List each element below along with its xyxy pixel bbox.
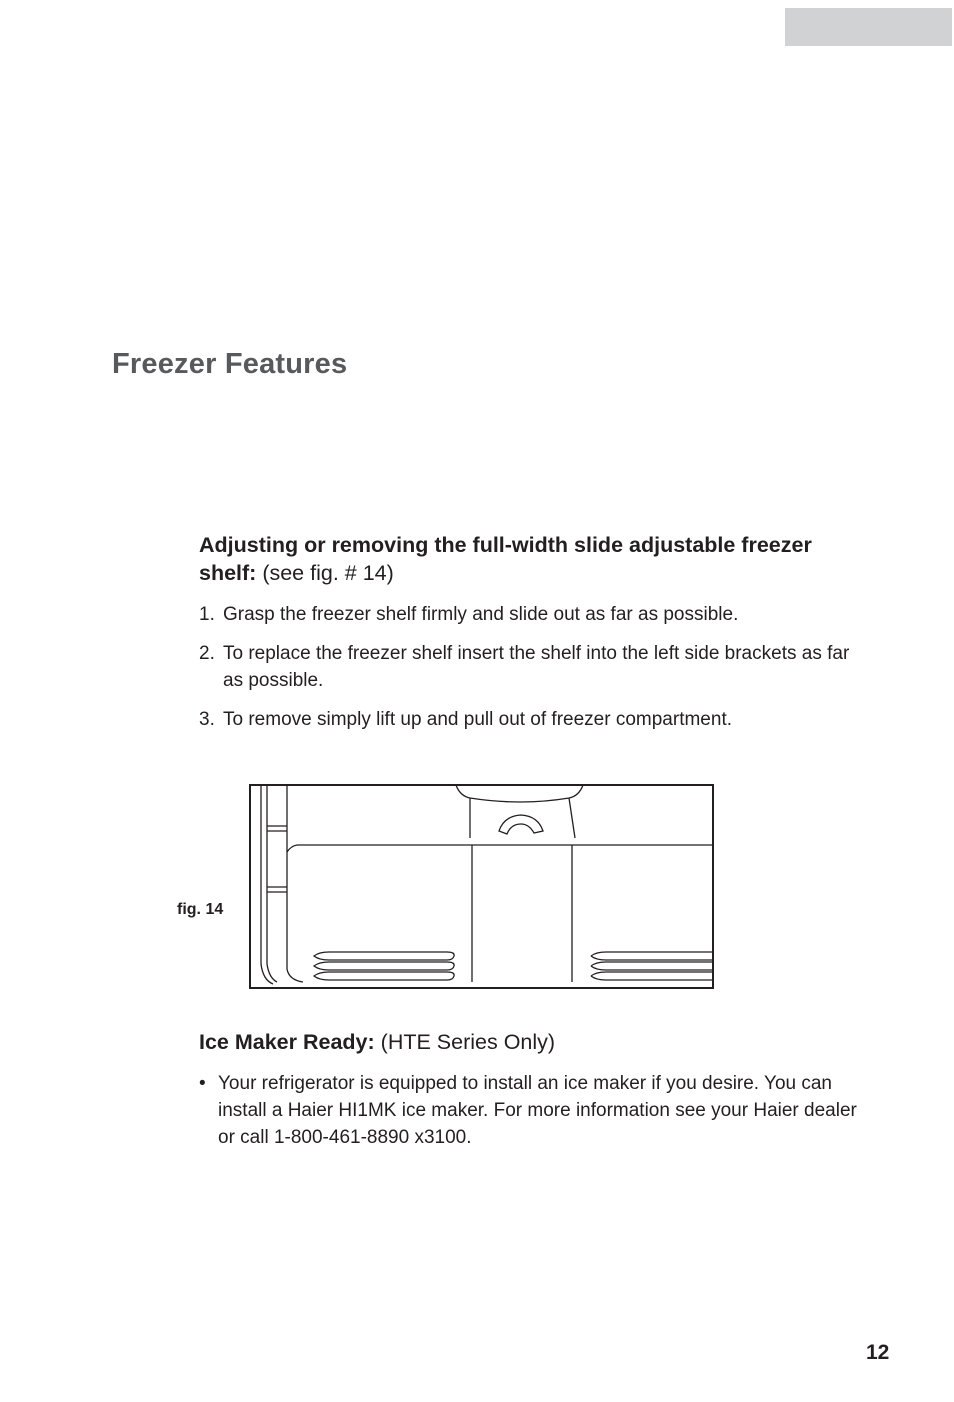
- ice-maker-heading: [199, 1028, 864, 1056]
- bullet-dot: •: [199, 1073, 206, 1094]
- ice-heading-bold: Ice Maker Ready:: [199, 1030, 375, 1054]
- shelf-heading-reference: (see fig. # 14): [256, 561, 394, 585]
- figure-label: fig. 14: [177, 901, 224, 918]
- step-number: 2.: [199, 643, 215, 664]
- step-item: [199, 640, 864, 694]
- figure-frame: [250, 785, 713, 988]
- step-item: [199, 601, 864, 628]
- ice-heading-note: (HTE Series Only): [374, 1030, 556, 1054]
- shelf-steps-list: [199, 601, 864, 733]
- ice-maker-section: [199, 1028, 864, 1151]
- ice-maker-bullets: [199, 1070, 864, 1151]
- step-number: 1.: [199, 604, 215, 625]
- freezer-shelf-illustration: [249, 784, 714, 989]
- bullet-text: Your refrigerator is equipped to install an ice maker if you desire. You can install a Haier HI1MK ice maker. For more information see your Haier dealer or call 1-800-461-8890 x3100.: [218, 1073, 857, 1148]
- step-text: To replace the freezer shelf insert the shelf into the left side brackets as far as possible.: [223, 643, 850, 691]
- shelf-heading-bold: Adjusting or removing the full-width slide adjustable freezer shelf:: [199, 533, 812, 585]
- bullet-item: [199, 1070, 864, 1151]
- section-tab-bar: [785, 8, 952, 46]
- step-text: Grasp the freezer shelf firmly and slide out as far as possible.: [223, 604, 739, 625]
- step-item: [199, 706, 864, 733]
- shelf-section-heading: [199, 531, 864, 587]
- step-number: 3.: [199, 709, 215, 730]
- shelf-section: [199, 531, 864, 745]
- step-text: To remove simply lift up and pull out of freezer compartment.: [223, 709, 733, 730]
- page-title: Freezer Features: [112, 348, 348, 380]
- page-number: 12: [866, 1341, 890, 1364]
